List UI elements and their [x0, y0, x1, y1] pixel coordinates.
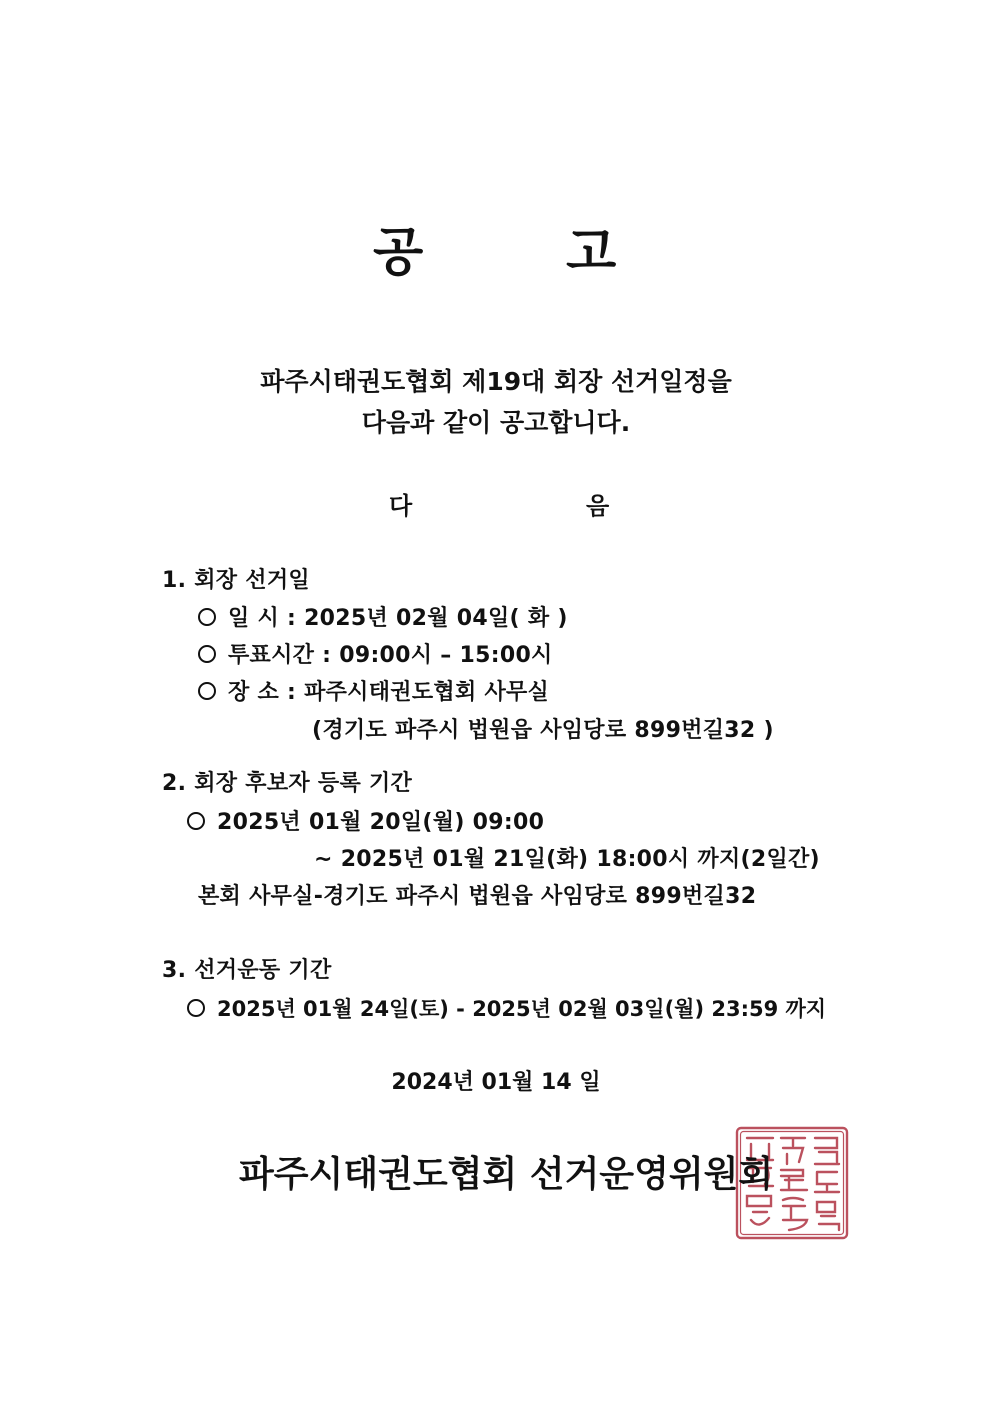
section1-place: 장 소 : 파주시태권도협회 사무실: [228, 680, 550, 705]
section2-start-row: [187, 808, 544, 838]
notice-date: 2024년 01월 14 일: [391, 1070, 601, 1095]
section1-place-row: [198, 678, 549, 708]
section1-vote-time-row: [198, 641, 553, 671]
section3-period: 2025년 01월 24일(토) - 2025년 02월 03일(월) 23:59 까지: [217, 997, 827, 1021]
section1-datetime-row: [198, 604, 568, 634]
section3-period-row: [187, 994, 826, 1024]
title-char-2: 고: [566, 223, 617, 283]
circle-bullet-icon: [198, 645, 216, 663]
circle-bullet-icon: [187, 999, 205, 1017]
section1-vote-time: 투표시간 : 09:00시 – 15:00시: [228, 643, 553, 668]
section2-office: 본회 사무실-경기도 파주시 법원읍 사임당로 899번길32: [198, 884, 757, 909]
circle-bullet-icon: [187, 812, 205, 830]
intro-line-2: 다음과 같이 공고합니다.: [361, 408, 631, 437]
title-char-1: 공: [373, 223, 424, 283]
section2-heading: 2. 회장 후보자 등록 기간: [162, 771, 413, 796]
heading-da: 다: [389, 492, 413, 520]
section1-heading: 1. 회장 선거일: [162, 568, 310, 593]
section2-start: 2025년 01월 20일(월) 09:00: [217, 810, 545, 835]
heading-eum: 음: [586, 492, 610, 520]
intro-line-1: 파주시태권도협회 제19대 회장 선거일정을: [260, 367, 732, 396]
circle-bullet-icon: [198, 682, 216, 700]
section2-end: ~ 2025년 01월 21일(화) 18:00시 까지(2일간): [314, 847, 820, 872]
circle-bullet-icon: [198, 608, 216, 626]
organization-name: 파주시태권도협회 선거운영위원회: [239, 1154, 774, 1195]
section3-heading: 3. 선거운동 기간: [162, 958, 332, 983]
section1-address: (경기도 파주시 법원읍 사임당로 899번길32 ): [312, 718, 774, 743]
section1-datetime: 일 시 : 2025년 02월 04일( 화 ): [228, 606, 568, 631]
